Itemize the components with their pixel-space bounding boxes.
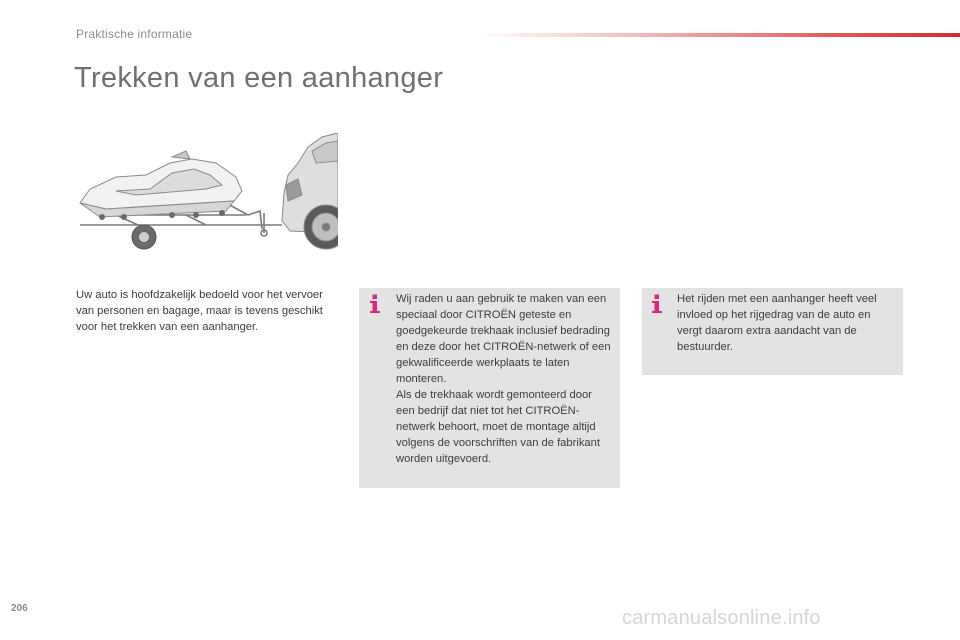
info-icon [650,294,664,314]
page-title: Trekken van een aanhanger [74,62,444,94]
info-paragraph: Het rijden met een aanhanger heeft veel invloed op het rijgedrag van de auto en vergt daarom extra aandacht van de bestuurder. [677,293,877,353]
info-paragraph: Als de trekhaak wordt gemonteerd door een bedrijf dat niet tot het CITROËN-netwerk behoort, moet de montage altijd volgens de voorschriften van de fabrikant worden uitgevoerd. [396,389,600,465]
page-number: 206 [11,603,28,614]
info-icon [368,294,382,314]
car-illustration [282,133,338,249]
info-box-tow-bar-advice [359,288,620,488]
watermark: carmanualsonline.info [622,607,821,629]
intro-text: Uw auto is hoofdzakelijk bedoeld voor het vervoer van personen en bagage, maar is tevens geschikt voor het trekken van een aanhanger. [76,289,323,333]
trailer-towing-illustration [76,133,338,255]
info-paragraph: Wij raden u aan gebruik te maken van een speciaal door CITROËN geteste en goedgekeurde trekhaak inclusief bedrading en deze door het CITROËN-netwerk of een gekwalificeerde werkplaats te laten monteren. [396,293,611,385]
header-accent-bar [476,33,960,37]
info-box-driving-behaviour [642,288,903,375]
jet-ski-illustration [80,151,242,217]
section-label: Praktische informatie [76,27,193,41]
